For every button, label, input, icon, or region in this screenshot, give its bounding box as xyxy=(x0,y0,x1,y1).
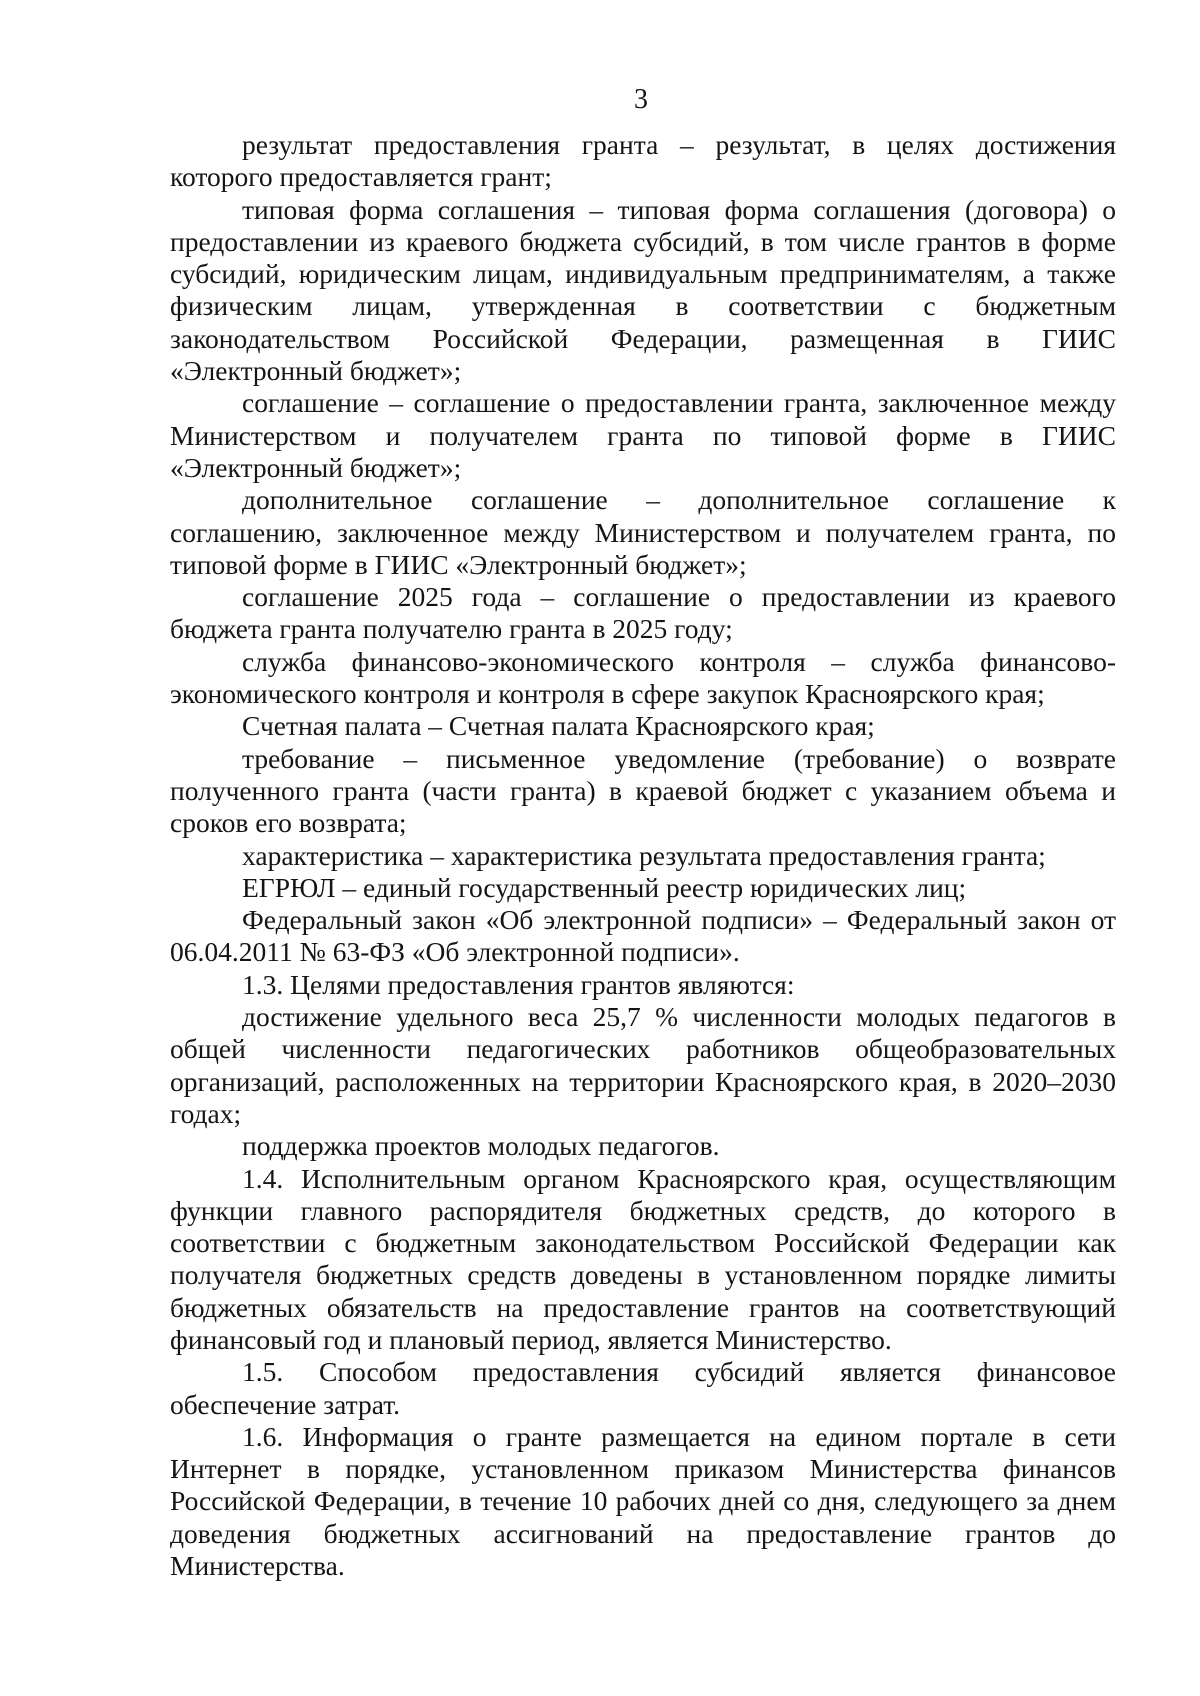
paragraph-standard-form-definition: типовая форма соглашения – типовая форма соглашения (договора) о предоставлении из краевого бюджета субсидий, в том числе грантов в форме субсидий, юридическим лицам, индивидуальным предпринимателям, а также физическим лицам, утвержденная в соответствии с бюджетным законодательством Российской Федерации, размещенная в ГИИС «Электронный бюджет»; xyxy=(170,193,1116,387)
document-body xyxy=(170,129,1116,1582)
page-number: 3 xyxy=(634,84,648,115)
paragraph-requirement-definition: требование – письменное уведомление (требование) о возврате полученного гранта (части гранта) в краевой бюджет с указанием объема и сроков его возврата; xyxy=(170,742,1116,839)
paragraph-characteristic-definition: характеристика – характеристика результата предоставления гранта; xyxy=(242,839,1046,871)
paragraph-egrul-definition: ЕГРЮЛ – единый государственный реестр юридических лиц; xyxy=(242,871,967,903)
paragraph-agreement-definition: соглашение – соглашение о предоставлении гранта, заключенное между Министерством и получателем гранта по типовой форме в ГИИС «Электронный бюджет»; xyxy=(170,387,1116,483)
paragraph-goal-share: достижение удельного веса 25,7 % численности молодых педагогов в общей численности педагогических работников общеобразовательных организаций, расположенных на территории Красноярского края, в 2020–2030 годах; xyxy=(170,1001,1116,1129)
paragraph-section-1-5: 1.5. Способом предоставления субсидий является финансовое обеспечение затрат. xyxy=(170,1356,1116,1420)
paragraph-section-1-6: 1.6. Информация о гранте размещается на едином портале в сети Интернет в порядке, установленном приказом Министерства финансов Российской Федерации, в течение 10 рабочих дней со дня, следующего за днем доведения бюджетных ассигнований на предоставление грантов до Министерства. xyxy=(170,1420,1116,1582)
paragraph-section-1-4: 1.4. Исполнительным органом Красноярского края, осуществляющим функции главного распорядителя бюджетных средств, до которого в соответствии с бюджетным законодательством Российской Федерации как получателя бюджетных средств доведены в установленном порядке лимиты бюджетных обязательств на предоставление грантов на соответствующий финансовый год и плановый период, является Министерство. xyxy=(170,1162,1116,1355)
paragraph-additional-agreement-definition: дополнительное соглашение – дополнительное соглашение к соглашению, заключенное между Министерством и получателем гранта, по типовой форме в ГИИС «Электронный бюджет»; xyxy=(170,484,1116,580)
paragraph-agreement-2025-definition: соглашение 2025 года – соглашение о предоставлении из краевого бюджета гранта получателю гранта в 2025 году; xyxy=(170,581,1116,645)
paragraph-accounts-chamber-definition: Счетная палата – Счетная палата Красноярского края; xyxy=(242,710,875,742)
paragraph-federal-law-definition: Федеральный закон «Об электронной подписи» – Федеральный закон от 06.04.2011 № 63-ФЗ «Об электронной подписи». xyxy=(170,904,1116,968)
paragraph-section-1-3: 1.3. Целями предоставления грантов являются: xyxy=(242,968,795,1000)
paragraph-control-service-definition: служба финансово-экономического контроля – служба финансово-экономического контроля и контроля в сфере закупок Красноярского края; xyxy=(170,645,1116,710)
paragraph-goal-support: поддержка проектов молодых педагогов. xyxy=(242,1130,720,1162)
paragraph-result-definition: результат предоставления гранта – результат, в целях достижения которого предоставляется грант; xyxy=(170,129,1116,193)
